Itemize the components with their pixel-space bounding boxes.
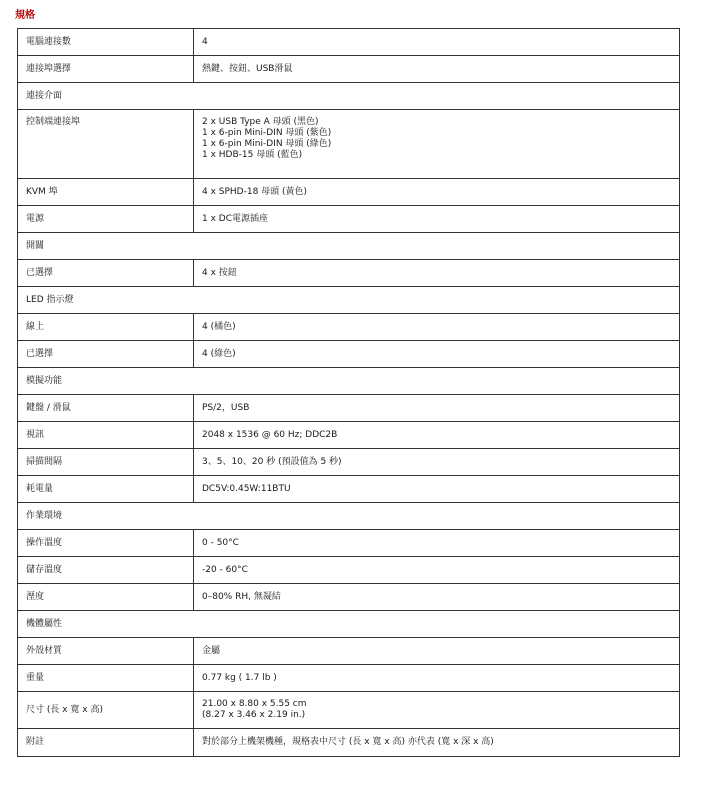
- row-label: 已選擇: [18, 341, 194, 368]
- table-row: [18, 557, 680, 584]
- row-value: DC5V:0.45W:11BTU: [194, 476, 680, 503]
- row-value: 0 - 50°C: [194, 530, 680, 557]
- row-value: PS/2，USB: [194, 395, 680, 422]
- table-row: [18, 476, 680, 503]
- table-row: [18, 584, 680, 611]
- page-title: 規格: [15, 10, 35, 21]
- section-row: [18, 368, 680, 395]
- row-label: 重量: [18, 665, 194, 692]
- row-label: 操作溫度: [18, 530, 194, 557]
- row-label: KVM 埠: [18, 179, 194, 206]
- table-row: [18, 110, 680, 179]
- table-row: [18, 422, 680, 449]
- row-label: 鍵盤 / 滑鼠: [18, 395, 194, 422]
- row-value: 4 (橘色): [194, 314, 680, 341]
- section-row: [18, 83, 680, 110]
- row-label: 儲存溫度: [18, 557, 194, 584]
- row-label: 電腦連接數: [18, 29, 194, 56]
- table-row: [18, 260, 680, 287]
- table-row: [18, 179, 680, 206]
- section-row: [18, 233, 680, 260]
- row-value: 4: [194, 29, 680, 56]
- table-row: [18, 638, 680, 665]
- section-row: [18, 611, 680, 638]
- row-label: 外殼材質: [18, 638, 194, 665]
- table-row: [18, 56, 680, 83]
- row-label: 耗電量: [18, 476, 194, 503]
- section-heading: LED 指示燈: [18, 287, 680, 314]
- spec-table: [17, 28, 680, 757]
- row-value: 3、5、10、20 秒 (預設值為 5 秒): [194, 449, 680, 476]
- section-heading: 連接介面: [18, 83, 680, 110]
- section-heading: 作業環境: [18, 503, 680, 530]
- section-heading: 模擬功能: [18, 368, 680, 395]
- row-value: 金屬: [194, 638, 680, 665]
- table-row: [18, 449, 680, 476]
- row-label: 電源: [18, 206, 194, 233]
- port-line: 1 x 6-pin Mini-DIN 母頭 (綠色): [202, 139, 332, 149]
- row-value: 4 x SPHD-18 母頭 (黃色): [194, 179, 680, 206]
- row-value: 0–80% RH, 無凝結: [194, 584, 680, 611]
- row-value: 2048 x 1536 @ 60 Hz; DDC2B: [194, 422, 680, 449]
- row-label: 視訊: [18, 422, 194, 449]
- dimension-line: (8.27 x 3.46 x 2.19 in.): [202, 710, 306, 720]
- table-row: [18, 206, 680, 233]
- table-row: [18, 395, 680, 422]
- row-value: 4 x 按鈕: [194, 260, 680, 287]
- table-row: [18, 729, 680, 757]
- table-row: [18, 692, 680, 729]
- row-value: 0.77 kg ( 1.7 lb ): [194, 665, 680, 692]
- port-line: 1 x 6-pin Mini-DIN 母頭 (紫色): [202, 128, 332, 138]
- row-value: 4 (綠色): [194, 341, 680, 368]
- row-label: 控制端連接埠: [18, 110, 194, 179]
- row-label: 已選擇: [18, 260, 194, 287]
- row-value: 1 x DC電源插座: [194, 206, 680, 233]
- section-heading: 機體屬性: [18, 611, 680, 638]
- row-label: 尺寸 (長 x 寬 x 高): [18, 692, 194, 729]
- row-label: 掃描間隔: [18, 449, 194, 476]
- port-line: 1 x HDB-15 母頭 (藍色): [202, 150, 303, 160]
- section-heading: 開關: [18, 233, 680, 260]
- section-row: [18, 503, 680, 530]
- table-row: [18, 665, 680, 692]
- row-value: 熱鍵、按鈕、USB滑鼠: [194, 56, 680, 83]
- row-value: [194, 692, 680, 729]
- row-value: -20 - 60°C: [194, 557, 680, 584]
- section-row: [18, 287, 680, 314]
- row-label: 附註: [18, 729, 194, 757]
- port-line: 2 x USB Type A 母頭 (黑色): [202, 117, 319, 127]
- table-row: [18, 29, 680, 56]
- row-label: 線上: [18, 314, 194, 341]
- row-value: 對於部分上機架機種，規格表中尺寸 (長 x 寬 x 高) 亦代表 (寬 x 深 x 高): [194, 729, 680, 757]
- dimension-line: 21.00 x 8.80 x 5.55 cm: [202, 699, 307, 709]
- table-row: [18, 341, 680, 368]
- table-row: [18, 314, 680, 341]
- row-value: [194, 110, 680, 179]
- row-label: 溼度: [18, 584, 194, 611]
- row-label: 連接埠選擇: [18, 56, 194, 83]
- table-row: [18, 530, 680, 557]
